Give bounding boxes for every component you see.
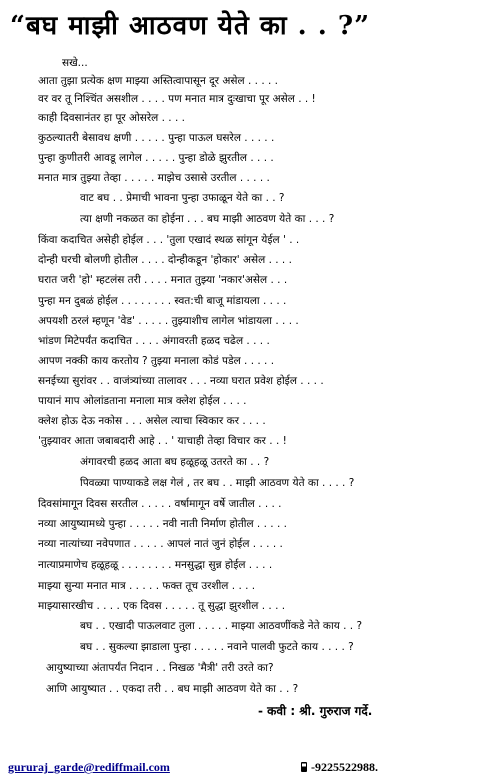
poem-line: पुन्हा मन दुबळं होईल . . . . . . . . स्वत:ची बाजू मांडायला . . . . — [38, 295, 287, 307]
poem-line: पुन्हा कुणीतरी आवडू लागेल . . . . . पुन्हा डोळे झुरतील . . . . — [38, 152, 274, 164]
poem-line: सखे... — [62, 57, 88, 69]
poem-line: मनात मात्र तुझ्या तेव्हा . . . . . माझेच उसासे उरतील . . . . . — [38, 172, 270, 184]
poem-line: कुठल्यातरी बेसावध क्षणी . . . . . पुन्हा पाऊल घसरेल . . . . . — [38, 132, 275, 144]
poem-line: 'तुझ्यावर आता जबाबदारी आहे . . ' याचाही तेव्हा विचार कर . . ! — [38, 435, 287, 447]
email-link[interactable]: gururaj_garde@rediffmail.com — [8, 760, 170, 774]
poem-line: नव्या आयुष्यामध्ये पुन्हा . . . . . नवी नाती निर्माण होतील . . . . . — [38, 518, 287, 530]
poem-line: आता तुझा प्रत्येक क्षण माझ्या अस्तित्वापासून दूर असेल . . . . . — [38, 75, 279, 87]
signature: - कवी : श्री. गुरुराज गर्दे. — [258, 704, 373, 718]
poem-line: वर वर तू निश्चिंत असशील . . . . पण मनात मात्र दुःखाचा पूर असेल . . ! — [38, 93, 316, 105]
poem-line: भांडण मिटेपर्यंत कदाचित . . . . अंगावरती हळद चढेल . . . . — [38, 335, 270, 347]
poem-line: अपयशी ठरलं म्हणून 'वेड' . . . . . तुझ्याशीच लागेल भांडायला . . . . — [38, 315, 299, 327]
poem-line: दिवसांमागून दिवस सरतील . . . . . वर्षामागून वर्षे जातील . . . . — [38, 498, 282, 510]
poem-line: माझ्या सुन्या मनात मात्र . . . . . फक्त तूच उरशील . . . . — [38, 580, 256, 592]
page-title: “बघ माझी आठवण येते का . . ?” — [10, 11, 371, 41]
poem-line: आपण नक्की काय करतोय ? तुझ्या मनाला कोडं पडेल . . . . . — [38, 355, 275, 367]
poem-line: पिवळ्या पाण्याकडे लक्ष गेलं , तर बघ . . माझी आठवण येते का . . . . ? — [80, 477, 355, 489]
poem-line: क्लेश होऊ देऊ नकोस . . . असेल त्याचा स्विकार कर . . . . — [38, 415, 266, 427]
phone-number-text: -9225522988. — [311, 760, 378, 774]
poem-line: काही दिवसानंतर हा पूर ओसरेल . . . . — [38, 112, 185, 124]
poem-line: बघ . . सुकल्या झाडाला पुन्हा . . . . . नवाने पालवी फुटते काय . . . . ? — [80, 641, 354, 653]
poem-line: सनईच्या सुरांवर . . वाजंत्र्यांच्या तालावर . . . नव्या घरात प्रवेश होईल . . . . — [38, 375, 324, 387]
poem-line: आयुष्याच्या अंतापर्यंत निदान . . निखळ 'मैत्री' तरी उरते का? — [46, 662, 274, 674]
poem-line: पायानं माप ओलांडताना मनाला मात्र क्लेश होईल . . . . — [38, 395, 247, 407]
phone-icon — [300, 761, 308, 771]
poem-line: माझ्यासारखीच . . . . एक दिवस . . . . . तू सुद्धा झुरशील . . . . — [38, 600, 286, 612]
poem-line: नव्या नात्यांच्या नवेपणात . . . . . आपलं नातं जुनं होईल . . . . . — [38, 538, 283, 550]
poem-line: अंगावरची हळद आता बघ हळूहळू उतरते का . . ? — [80, 456, 270, 468]
poem-line: आणि आयुष्यात . . एकदा तरी . . बघ माझी आठवण येते का . . ? — [46, 683, 299, 695]
phone-number — [300, 760, 378, 775]
poem-line: किंवा कदाचित असेही होईल . . . 'तुला एखादं स्थळ सांगून येईल ' . . — [38, 234, 300, 246]
poem-line: त्या क्षणी नकळत का होईना . . . बघ माझी आठवण येते का . . . ? — [80, 213, 335, 225]
poem-line: नात्याप्रमाणेच हळूहळू . . . . . . . . मनसुद्धा सुन्न होईल . . . . — [38, 559, 273, 571]
poem-line: बघ . . एखादी पाऊलवाट तुला . . . . . माझ्या आठवणींकडे नेते काय . . ? — [80, 620, 363, 632]
poem-line: घरात जरी 'हो' म्हटलंस तरी . . . . मनात तुझ्या 'नकार'असेल . . . — [38, 274, 288, 286]
poem-line: दोन्ही घरची बोलणी होतील . . . . दोन्हीकडून 'होकार' असेल . . . . — [38, 254, 292, 266]
poem-line: वाट बघ . . प्रेमाची भावना पुन्हा उफाळून येते का . . ? — [80, 192, 285, 204]
